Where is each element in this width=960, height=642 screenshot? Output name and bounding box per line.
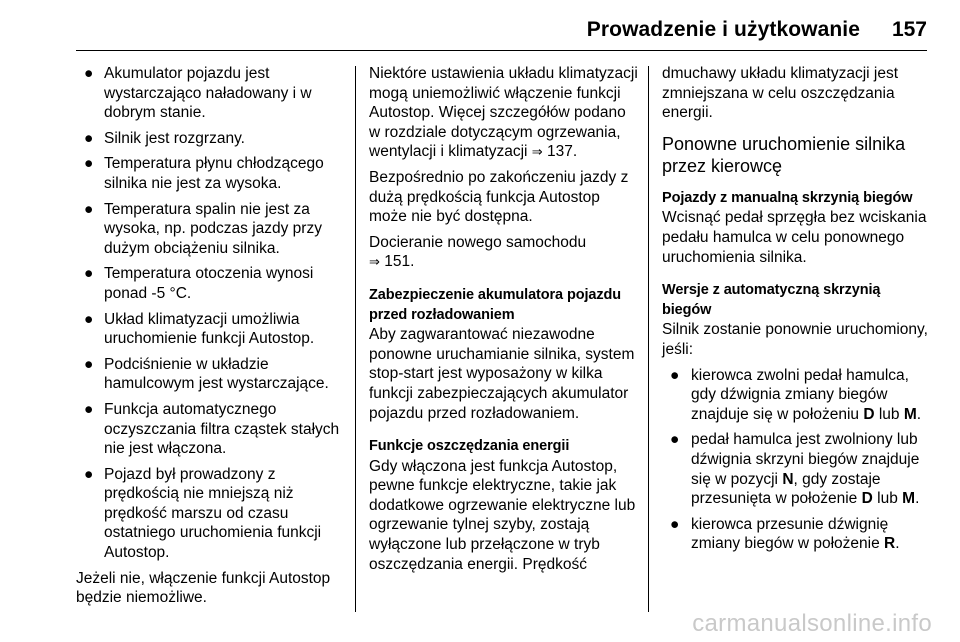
list-item: ● kierowca zwolni pedał hamulca, gdy dźwignia zmiany biegów znajduje się w położeniu D lub M. xyxy=(670,366,922,423)
column-3 xyxy=(662,64,930,560)
paragraph: Bezpośrednio po zakończeniu jazdy z dużą prędkością funkcja Autostop może nie być dostępna. xyxy=(369,168,629,226)
conditions-list xyxy=(76,64,348,563)
list-item: ● Funkcja automatycznego oczyszczania filtra cząstek stałych nie jest włączona. xyxy=(84,400,340,458)
header-rule xyxy=(76,50,927,51)
paragraph: dmuchawy układu klimatyzacji jest zmniejszana w celu oszczędzania energii. xyxy=(662,65,899,122)
restart-conditions-list xyxy=(662,366,930,554)
list-item: ● Układ klimatyzacji umożliwia uruchomienie funkcji Autostop. xyxy=(84,310,315,348)
closing-text: Jeżeli nie, włączenie funkcji Autostop będzie niemożliwe. xyxy=(76,569,331,607)
paragraph: Gdy włączona jest funkcja Autostop, pewne funkcje elektryczne, takie jak dodatkowe ogrzewanie elektryczne lub ogrzewanie tylnej szyby, zostają wyłączone lub przełączone w tryb oszczędzania energii. Prędkość xyxy=(369,457,636,573)
subheading: Pojazdy z manualną skrzynią biegów xyxy=(662,189,913,206)
paragraph: Aby zagwarantować niezawodne ponowne uruchamianie silnika, system stop-start jest wyposażony w kilka funkcji zabezpieczających akumulator pojazdu przed rozładowaniem. xyxy=(369,326,635,422)
bullet-icon: ● xyxy=(84,355,94,373)
page-number: 157 xyxy=(891,18,927,41)
column-divider-1 xyxy=(355,66,356,612)
bullet-icon: ● xyxy=(84,129,94,147)
bullet-icon: ● xyxy=(84,310,94,328)
bullet-icon: ● xyxy=(84,155,94,173)
list-item: ● Akumulator pojazdu jest wystarczająco naładowany i w dobrym stanie. xyxy=(84,65,312,122)
list-item: ● kierowca przesunie dźwignię zmiany biegów w położenie R. xyxy=(670,515,900,553)
subheading: Wersje z automatyczną skrzynią biegów xyxy=(662,282,881,318)
column-1 xyxy=(76,64,348,614)
bullet-icon: ● xyxy=(670,515,680,533)
list-item: ● Pojazd był prowadzony z prędkością nie mniejszą niż prędkość marszu od czasu ostatniego uruchomienia funkcji Autostop. xyxy=(84,465,322,562)
column-2 xyxy=(369,64,639,580)
paragraph: Docieranie nowego samochodu ⇒ 151. xyxy=(369,233,587,271)
subheading: Zabezpieczenie akumulatora pojazdu przed rozładowaniem xyxy=(369,286,622,323)
paragraph: Silnik zostanie ponownie uruchomiony, jeśli: xyxy=(662,321,928,358)
page-ref-icon: ⇒ xyxy=(369,254,380,270)
list-item: ● Temperatura otoczenia wynosi ponad -5 °C. xyxy=(84,265,314,302)
bullet-icon: ● xyxy=(84,465,94,483)
list-item: ● Temperatura płynu chłodzącego silnika nie jest za wysoka. xyxy=(84,155,324,192)
list-item: ● Silnik jest rozgrzany. xyxy=(84,129,245,147)
page-ref-icon: ⇒ xyxy=(531,144,543,160)
page-ref[interactable]: 151. xyxy=(384,253,415,271)
subheading: Funkcje oszczędzania energii xyxy=(369,438,570,455)
list-item: ● pedał hamulca jest zwolniony lub dźwignia skrzyni biegów znajduje się w pozycji N, gdy zostaje przesunięta w położenie D lub M. xyxy=(670,431,920,508)
bullet-icon: ● xyxy=(670,431,680,449)
column-divider-2 xyxy=(648,66,649,612)
bullet-icon: ● xyxy=(670,366,680,384)
header-title: Prowadzenie i użytkowanie xyxy=(586,18,860,41)
bullet-icon: ● xyxy=(84,65,94,82)
paragraph: Wcisnąć pedał sprzęgła bez wciskania pedału hamulca w celu ponownego uruchomienia silnika. xyxy=(662,209,927,266)
bullet-icon: ● xyxy=(84,200,94,218)
page-ref[interactable]: 137. xyxy=(547,143,578,161)
list-item: ● Temperatura spalin nie jest za wysoka, np. podczas jazdy przy dużym obciążeniu silnika. xyxy=(84,200,322,257)
watermark: carmanualsonline.info xyxy=(692,610,932,637)
bullet-icon: ● xyxy=(84,400,94,418)
bullet-icon: ● xyxy=(84,265,94,283)
list-item: ● Podciśnienie w układzie hamulcowym jest wystarczające. xyxy=(84,355,329,393)
section-title: Ponowne uruchomienie silnika przez kierowcę xyxy=(662,133,906,176)
paragraph: Niektóre ustawienia układu klimatyzacji mogą uniemożliwić włączenie funkcji Autostop. Więcej szczegółów podano w rozdziale dotyczącym ogrzewania, wentylacji i klimatyzacji ⇒ 137. xyxy=(369,65,638,161)
